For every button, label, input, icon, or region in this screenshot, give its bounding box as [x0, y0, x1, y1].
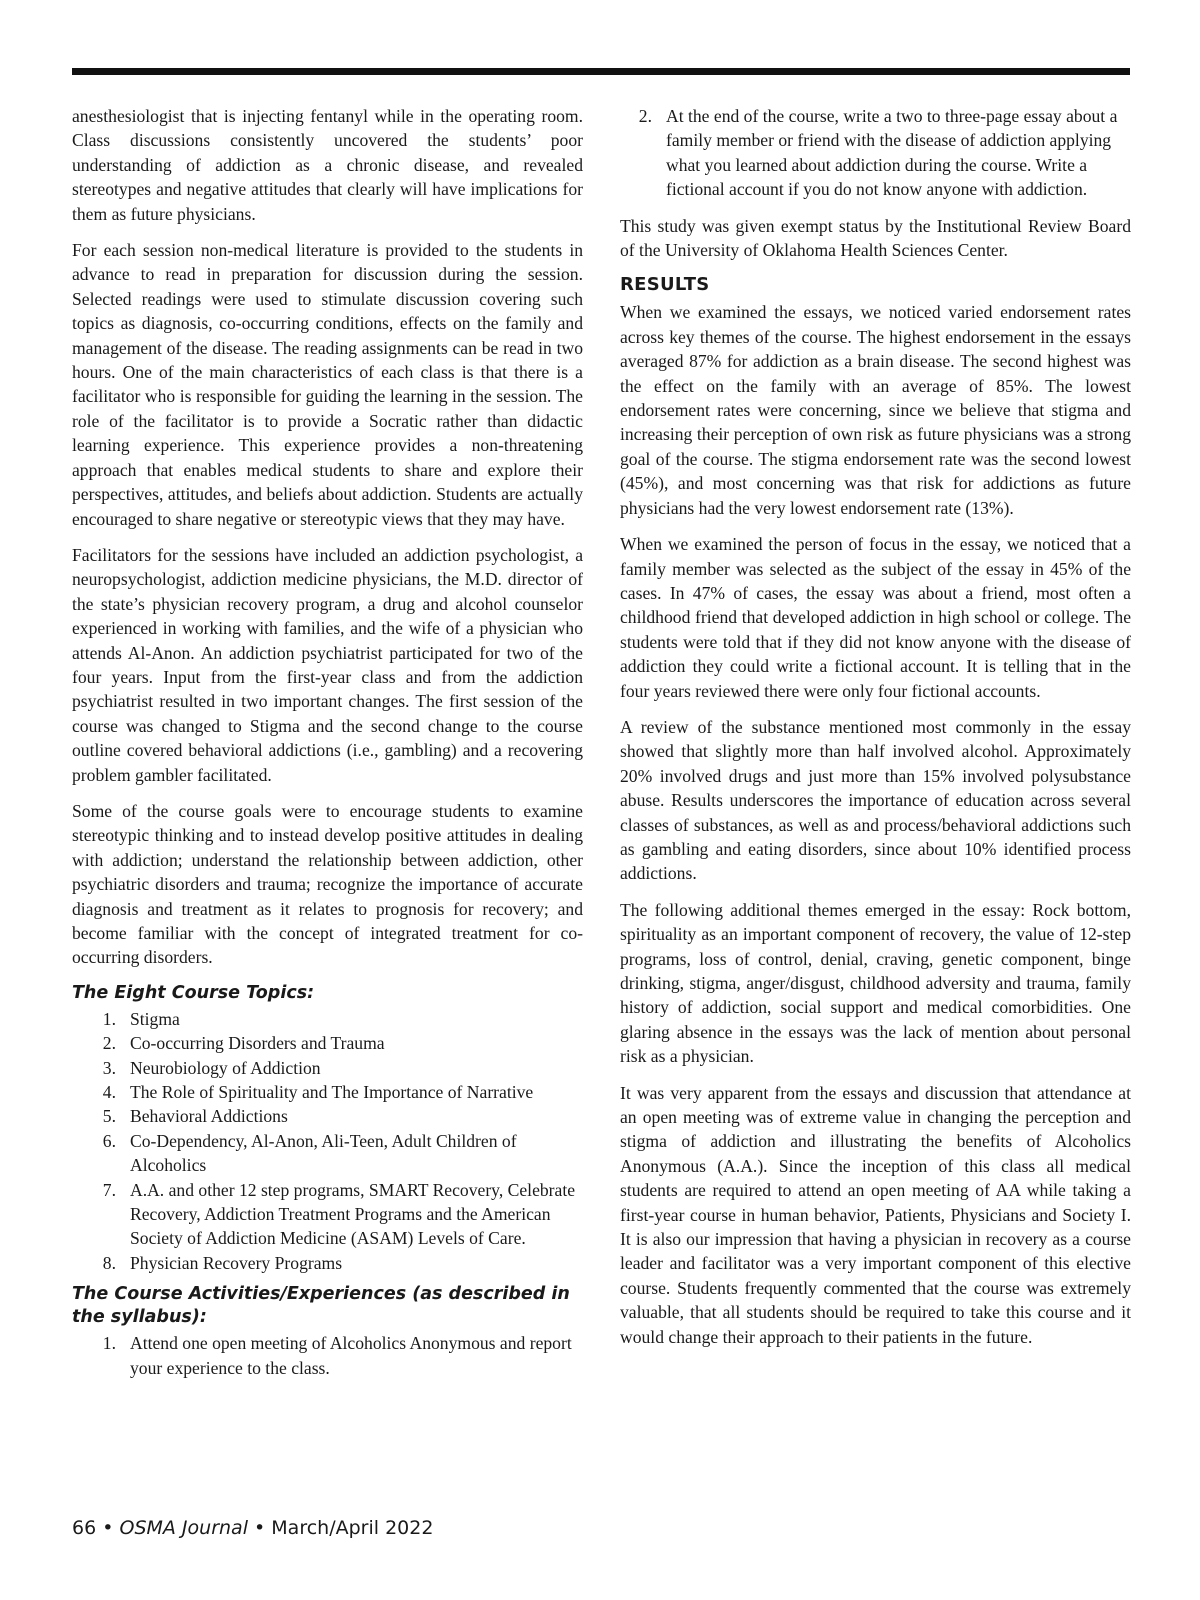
list-number: 1. — [102, 1333, 116, 1354]
list-item — [620, 104, 1131, 202]
body-paragraph: Facilitators for the sessions have included an addiction psychologist, a neuropsychologist, addiction medicine physicians, the M.D. director of the state’s physician recovery program, a drug and alcohol counselor experienced in working with families, and the wife of a physician who attends Al-Anon. An addiction psychiatrist participated for two of the four years. Input from the first-year class and from the addiction psychiatrist resulted in two important changes. The first session of the course was changed to Stigma and the second change to the course outline covered behavioral addictions (i.e., gambling) and a recovering problem gambler facilitated. — [72, 544, 583, 785]
list-item — [72, 1031, 583, 1055]
list-text: Attend one open meeting of Alcoholics Anonymous and report your experience to the class. — [130, 1333, 572, 1378]
page-footer — [72, 1516, 433, 1540]
list-text: At the end of the course, write a two to three-page essay about a family member or friend with the disease of addiction applying what you learned about addiction during the course. Write a fictional account if you do not know anyone with addiction. — [666, 106, 1118, 200]
list-text: Behavioral Addictions — [130, 1106, 288, 1127]
footer-separator: • — [96, 1517, 120, 1539]
list-text: Neurobiology of Addiction — [130, 1057, 321, 1078]
top-rule — [72, 68, 1130, 75]
list-text: Co-Dependency, Al-Anon, Ali-Teen, Adult Children of Alcoholics — [130, 1130, 517, 1176]
results-heading: RESULTS — [620, 274, 710, 296]
list-item — [72, 1056, 583, 1080]
course-activities-heading: The Course Activities/Experiences (as described in the syllabus): — [72, 1284, 570, 1328]
issue-date: March/April 2022 — [271, 1517, 434, 1539]
list-text: The Role of Spirituality and The Importance of Narrative — [130, 1082, 534, 1103]
body-paragraph: It was very apparent from the essays and discussion that attendance at an open meeting was of extreme value in changing the perception and stigma of addiction and illustrating the benefits of Alcoholics Anonymous (A.A.). Since the inception of this class all medical students are required to attend an open meeting of AA while taking a first-year course in human behavior, Patients, Physicians and Society I. It is also our impression that having a physician in recovery as a course leader and facilitator was a very important component of this elective course. Students frequently commented that the course was extremely valuable, that all students should be required to take this course and it would change their approach to their patients in the future. — [620, 1082, 1131, 1347]
list-text: A.A. and other 12 step programs, SMART Recovery, Celebrate Recovery, Addiction Treatment Programs and the American Society of Addiction Medicine (ASAM) Levels of Care. — [130, 1179, 576, 1249]
list-item — [72, 1007, 583, 1031]
course-activities-list — [72, 1331, 583, 1380]
course-activities-list-continued — [620, 104, 1131, 202]
list-number: 7. — [102, 1179, 116, 1200]
list-number: 4. — [102, 1082, 116, 1103]
list-number: 6. — [102, 1130, 116, 1151]
body-paragraph: For each session non-medical literature is provided to the students in advance to read in preparation for discussion during the session. Selected readings were used to stimulate discussion covering such topics as diagnosis, co-occurring conditions, effects on the family and management of the disease. The reading assignments can be read in two hours. One of the main characteristics of each class is that there is a facilitator who is responsible for guiding the learning in the session. The role of the facilitator is to provide a Socratic rather than didactic learning experience. This experience provides a non-threatening approach that enables medical students to share and explore their perspectives, attitudes, and beliefs about addiction. Students are actually encouraged to share negative or stereotypic views that they may have. — [72, 240, 583, 529]
list-number: 8. — [102, 1252, 116, 1273]
body-paragraph: A review of the substance mentioned most commonly in the essay showed that slightly more than half involved alcohol. Approximately 20% involved drugs and just more than 15% involved polysubstance abuse. Results underscores the importance of education across several classes of substances, as well as and process/behavioral addictions such as gambling and eating disorders, since about 10% identified process addictions. — [620, 716, 1131, 884]
body-paragraph: When we examined the person of focus in the essay, we noticed that a family member was selected as the subject of the essay in 45% of the cases. In 47% of cases, the essay was about a friend, most often a childhood friend that developed addiction in high school or college. The students were told that if they did not know anyone with the disease of addiction they could write a fictional account. It is telling that in the four years reviewed there were only four fictional accounts. — [620, 534, 1131, 701]
list-number: 1. — [102, 1008, 116, 1029]
list-text: Stigma — [130, 1008, 180, 1029]
footer-separator: • — [247, 1517, 272, 1539]
list-item — [72, 1104, 583, 1128]
list-item — [72, 1331, 583, 1380]
body-paragraph: The following additional themes emerged in the essay: Rock bottom, spirituality as an important component of recovery, the value of 12-step programs, loss of control, denial, craving, genetic component, binge drinking, stigma, anger/disgust, childhood adversity and trauma, family history of addiction, social support and medical comorbidities. One glaring absence in the essays was the lack of mention about personal risk as a physician. — [620, 899, 1131, 1067]
body-paragraph: When we examined the essays, we noticed varied endorsement rates across key themes of the course. The highest endorsement in the essays averaged 87% for addiction as a brain disease. The second highest was the effect on the family with an average of 85%. The lowest endorsement rates were concerning, since we believe that stigma and increasing their perception of own risk as future physicians was a strong goal of the course. The stigma endorsement rate was the second lowest (45%), and most concerning was that risk for addictions as future physicians had the very lowest endorsement rate (13%). — [620, 302, 1131, 518]
journal-name: OSMA Journal — [119, 1517, 248, 1539]
list-item — [72, 1178, 583, 1251]
list-number: 2. — [638, 106, 652, 126]
list-item — [72, 1251, 583, 1275]
page-number: 66 — [72, 1517, 97, 1539]
list-text: Co-occurring Disorders and Trauma — [130, 1033, 385, 1054]
left-column — [72, 104, 583, 1388]
list-number: 2. — [102, 1033, 116, 1054]
list-number: 3. — [102, 1057, 116, 1078]
body-paragraph: Some of the course goals were to encourage students to examine stereotypic thinking and to instead develop positive attitudes in dealing with addiction; understand the relationship between addiction, other psychiatric disorders and trauma; recognize the importance of accurate diagnosis and treatment as it relates to prognosis for recovery; and become familiar with the concept of integrated treatment for co-occurring disorders. — [72, 800, 583, 968]
right-column — [620, 104, 1131, 1361]
list-item — [72, 1129, 583, 1178]
list-number: 5. — [102, 1106, 116, 1127]
irb-paragraph: This study was given exempt status by the Institutional Review Board of the University of Oklahoma Health Sciences Center. — [620, 215, 1131, 261]
list-text: Physician Recovery Programs — [130, 1252, 343, 1273]
list-item — [72, 1080, 583, 1104]
course-topics-list — [72, 1007, 583, 1275]
body-paragraph: anesthesiologist that is injecting fentanyl while in the operating room. Class discussions consistently uncovered the students’ poor understanding of addiction as a chronic disease, and revealed stereotypes and negative attitudes that clearly will have implications for them as future physicians. — [72, 106, 583, 224]
course-topics-heading: The Eight Course Topics: — [72, 982, 315, 1003]
